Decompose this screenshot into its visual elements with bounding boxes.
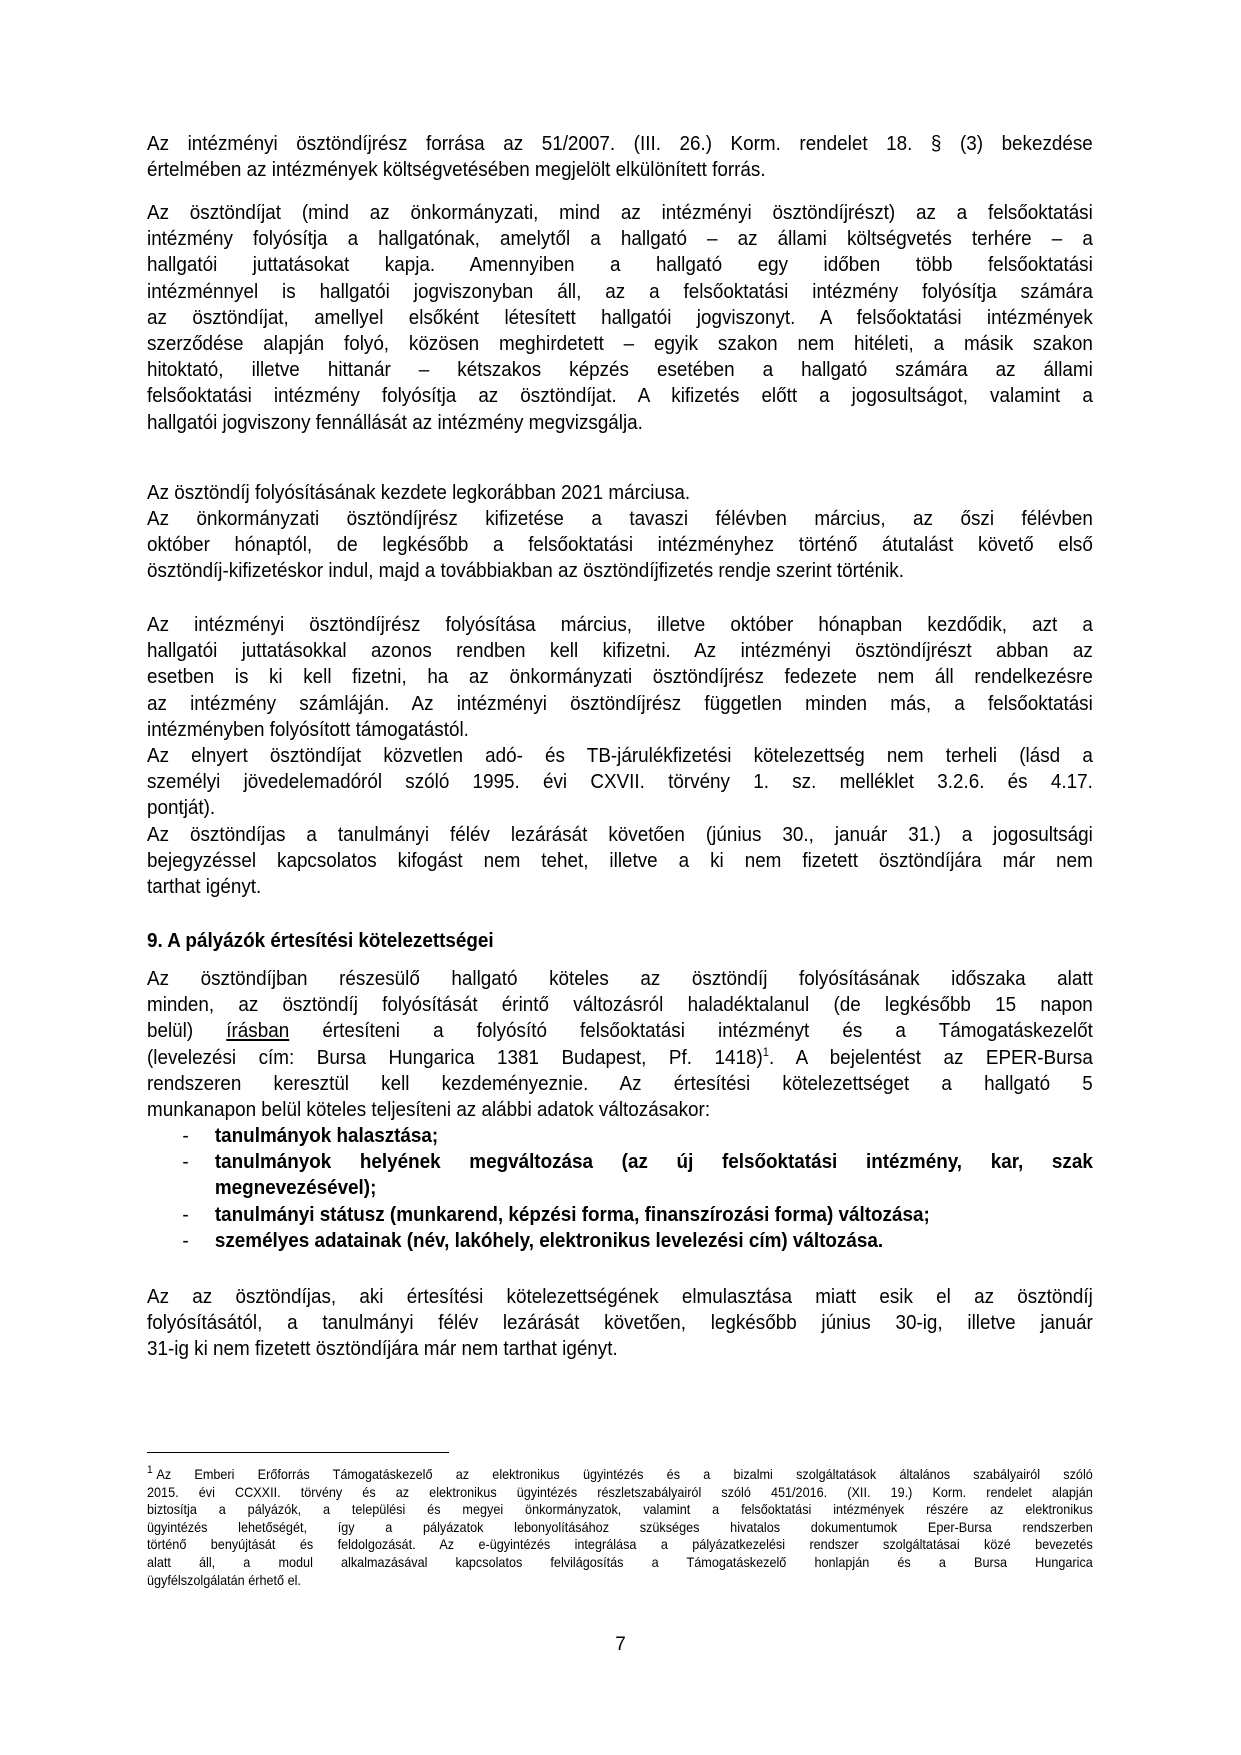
text-line: személyi jövedelemadóról szóló 1995. évi CXVII. törvény 1. sz. melléklet 3.2.6. és 4.17. — [147, 771, 1093, 794]
text-line: hallgatói juttatásokat kapja. Amennyiben a hallgató egy időben több felsőoktatási — [147, 254, 1093, 277]
footnote-line: történő benyújtását és feldolgozását. Az e-ügyintézés integrálása a pályázatkezelési rendszer szolgáltatásai közé bevezetés — [147, 1537, 1093, 1553]
text-line: folyósításától, a tanulmányi félév lezárását követően, legkésőbb június 30-ig, illetve január — [147, 1312, 1093, 1335]
dash-bullet-icon: - — [182, 1151, 189, 1174]
text-line: az ösztöndíjat, amellyel elsőként létesített hallgatói jogviszonyt. A felsőoktatási intézmények — [147, 306, 1093, 329]
text-line: rendszeren keresztül kell kezdeményeznie. Az értesítési kötelezettséget a hallgató 5 — [147, 1072, 1093, 1095]
dash-bullet-icon: - — [182, 1125, 189, 1147]
text-line: szerződése alapján folyó, közösen meghirdetett – egyik szakon nem hitéleti, a másik szakon — [147, 333, 1093, 356]
text-line: 31-ig ki nem fizetett ösztöndíjára már nem tarthat igényt. — [147, 1338, 618, 1361]
text-line: az intézmény számláján. Az intézményi ösztöndíjrész független minden más, a felsőoktatási — [147, 692, 1093, 715]
page-number: 7 — [615, 1634, 626, 1655]
text-line: Az intézményi ösztöndíjrész folyósítása március, illetve október hónapban kezdődik, azt a — [147, 614, 1093, 636]
paragraph-institutional-payment — [147, 612, 1093, 743]
list-item — [147, 1123, 1093, 1149]
text-line: munkanapon belül köteles teljesíteni az alábbi adatok változásakor: — [147, 1099, 711, 1122]
text-line: Az ösztöndíj folyósításának kezdete legkorábban 2021 márciusa. — [147, 482, 691, 504]
text-line: értelmében az intézmények költségvetésében megjelölt elkülönített forrás. — [147, 159, 766, 182]
footnote-line: biztosítja a pályázók, a települési és megyei önkormányzatok, valamint a felsőoktatási intézmények részére az elektronikus — [147, 1502, 1093, 1518]
text-fragment: . A bejelentést az EPER-Bursa — [768, 1046, 1093, 1069]
footnote-mark: 1 — [147, 1464, 153, 1477]
footnote-line — [147, 1466, 1093, 1484]
paragraph-notification-obligation — [147, 966, 1093, 1123]
text-fragment: értesíteni a folyósító felsőoktatási intézményt és a Támogatáskezelőt — [322, 1020, 1093, 1043]
text-line — [147, 1045, 1093, 1071]
text-line: hallgatói jogviszony fennállását az intézmény megvizsgálja. — [147, 411, 643, 434]
list-item — [147, 1228, 1093, 1254]
text-line: intézményben folyósított támogatástól. — [147, 718, 469, 741]
text-line: tarthat igényt. — [147, 876, 262, 899]
text-line: pontját). — [147, 797, 216, 820]
paragraph-missed-notification — [147, 1284, 1093, 1363]
paragraph-municipal-payment — [147, 506, 1093, 585]
paragraph-disbursement-institution — [147, 200, 1093, 436]
text-line: bejegyzéssel kapcsolatos kifogást nem tehet, illetve a ki nem fizetett ösztöndíjára már nem — [147, 850, 1093, 873]
text-line: Az elnyert ösztöndíjat közvetlen adó- és TB-járulékfizetési kötelezettség nem terheli (lásd a — [147, 745, 1093, 767]
paragraph-objection-deadline — [147, 822, 1093, 901]
text-line: intézmény folyósítja a hallgatónak, amelytől a hallgató – az állami költségvetés terhére – a — [147, 228, 1093, 251]
text-line: Az intézményi ösztöndíjrész forrása az 51/2007. (III. 26.) Korm. rendelet 18. § (3) bekezdése — [147, 133, 1093, 155]
text-line: hallgatói juttatásokkal azonos rendben kell kifizetni. Az intézményi ösztöndíjrészt abban az — [147, 640, 1093, 663]
list-item — [147, 1202, 1093, 1228]
footnote-separator — [147, 1452, 449, 1453]
paragraph-tax-exemption — [147, 743, 1093, 822]
text-line: Az ösztöndíjban részesülő hallgató köteles az ösztöndíj folyósításának időszaka alatt — [147, 968, 1093, 990]
text-line: intézménnyel is hallgatói jogviszonyban áll, az a felsőoktatási intézmény folyósítja számára — [147, 280, 1093, 303]
list-item-text: tanulmányi státusz (munkarend, képzési forma, finanszírozási forma) változása; — [214, 1203, 930, 1226]
list-item-text: tanulmányok halasztása; — [214, 1125, 439, 1147]
footnote-line: ügyintézés lehetőségét, így a pályázatok lebonyolításához szükséges hivatalos dokumentumok Eper-Bursa rendszerben — [147, 1519, 1093, 1535]
paragraph-start-date — [147, 480, 1093, 506]
footnote-line: 2015. évi CCXXII. törvény és az elektronikus ügyintézés részletszabályairól szóló 451/2016. (XII. 19.) Korm. rendelet alapján — [147, 1484, 1093, 1500]
section-heading: 9. A pályázók értesítési kötelezettségei — [147, 930, 494, 952]
text-fragment: belül) — [147, 1020, 194, 1043]
text-fragment: (levelezési cím: Bursa Hungarica 1381 Budapest, Pf. 1418) — [147, 1046, 763, 1069]
text-line: felsőoktatási intézmény folyósítja az ösztöndíjat. A kifizetés előtt a jogosultságot, valamint a — [147, 385, 1093, 408]
text-fragment: Az Emberi Erőforrás Támogatáskezelő az elektronikus ügyintézés és a bizalmi szolgáltatások általános szabályairól szóló — [156, 1467, 1093, 1482]
footnote — [147, 1466, 1093, 1589]
paragraph-funding-source — [147, 131, 1093, 183]
footnote-line: alatt áll, a modul alkalmazásával kapcsolatos felvilágosítás a Támogatáskezelő honlapján és a Bursa Hungarica — [147, 1554, 1093, 1570]
list-item-text: megnevezésével); — [214, 1177, 377, 1200]
dash-bullet-icon: - — [182, 1229, 189, 1252]
text-line: esetben is ki kell fizetni, ha az önkormányzati ösztöndíjrész fedezete nem áll rendelkezésre — [147, 666, 1093, 689]
change-items-list — [147, 1123, 1093, 1254]
text-line: Az ösztöndíjas a tanulmányi félév lezárását követően (június 30., január 31.) a jogosultsági — [147, 824, 1093, 846]
text-line: Az az ösztöndíjas, aki értesítési kötelezettségének elmulasztása miatt esik el az ösztöndíj — [147, 1286, 1093, 1308]
text-line: Az ösztöndíjat (mind az önkormányzati, mind az intézményi ösztöndíjrészt) az a felsőoktatási — [147, 202, 1093, 224]
list-item-text: személyes adatainak (név, lakóhely, elektronikus levelezési cím) változása. — [214, 1229, 884, 1252]
dash-bullet-icon: - — [182, 1203, 189, 1226]
list-item-text: tanulmányok helyének megváltozása (az új felsőoktatási intézmény, kar, szak — [214, 1151, 1093, 1174]
text-line: ösztöndíj-kifizetéskor indul, majd a továbbiakban az ösztöndíjfizetés rendje szerint történik. — [147, 560, 904, 583]
footnote-line: ügyfélszolgálatán érhető el. — [147, 1572, 301, 1588]
underlined-word: írásban — [226, 1020, 290, 1043]
list-item — [147, 1149, 1093, 1201]
text-line: minden, az ösztöndíj folyósítását érintő változásról haladéktalanul (de legkésőbb 15 napon — [147, 994, 1093, 1017]
text-line: Az önkormányzati ösztöndíjrész kifizetése a tavaszi félévben március, az őszi félévben — [147, 508, 1093, 530]
text-line: október hónaptól, de legkésőbb a felsőoktatási intézményhez történő átutalást követő első — [147, 534, 1093, 557]
text-line: hitoktató, illetve hittanár – kétszakos képzés esetében a hallgató számára az állami — [147, 359, 1093, 382]
text-line — [147, 1018, 1093, 1044]
footnote-reference[interactable]: 1 — [762, 1044, 769, 1059]
